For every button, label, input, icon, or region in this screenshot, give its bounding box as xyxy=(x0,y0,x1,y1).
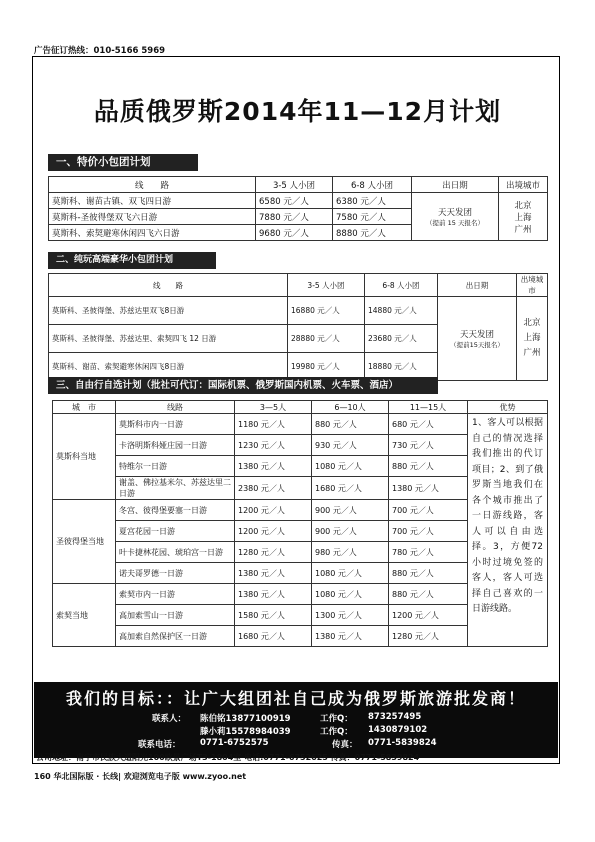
price-cell: 780 元／人 xyxy=(389,542,468,563)
route-cell: 莫斯科-圣彼得堡双飞六日游 xyxy=(49,209,256,225)
price-cell: 1200 元／人 xyxy=(235,500,312,521)
price-cell: 900 元／人 xyxy=(312,521,389,542)
col-city: 出境城市 xyxy=(499,177,548,193)
col-route: 线路 xyxy=(116,401,235,414)
route-cell: 谢盖、佛拉基米尔、苏兹达里二日游 xyxy=(116,477,235,500)
route-cell: 莫斯科、谢苗古镇、双飞四日游 xyxy=(49,193,256,209)
route-cell: 高加索自然保护区一日游 xyxy=(116,626,235,647)
departure-date-cell xyxy=(438,297,517,381)
departure-note: （提前15天报名） xyxy=(450,341,504,349)
col-city: 城 市 xyxy=(53,401,116,414)
price-cell: 14880 元／人 xyxy=(365,297,438,325)
col-date: 出日期 xyxy=(438,274,517,297)
price-cell: 6380 元／人 xyxy=(333,193,412,209)
col-11-15: 11—15人 xyxy=(389,401,468,414)
contact-label: 联系人： xyxy=(152,714,187,724)
company-address: 公司地址：南宁市民族大道阳光100欧景广场T3-1804室 电话:0771-6752625 传真：0771-5839824 xyxy=(36,753,420,762)
price-cell: 1230 元／人 xyxy=(235,435,312,456)
price-cell: 700 元／人 xyxy=(389,500,468,521)
city-guangzhou: 广州 xyxy=(523,348,541,358)
route-cell: 诺夫哥罗德一日游 xyxy=(116,563,235,584)
route-cell: 莫斯科、圣彼得堡、苏兹达里、索契四飞 12 日游 xyxy=(49,325,288,353)
city-shanghai: 上海 xyxy=(514,212,532,223)
price-cell: 1080 元／人 xyxy=(312,563,389,584)
price-cell: 1080 元／人 xyxy=(312,584,389,605)
price-cell: 1280 元／人 xyxy=(389,626,468,647)
price-cell: 1180 元／人 xyxy=(235,414,312,435)
advantages-cell: 1、客人可以根据自己的情况选择我们推出的代订项目；2、到了俄罗斯当地我们在各个城市推出了一日游线路，客人可以自由选择。3，方便72小时过境免签的客人，客人可选择自己喜欢的一日游线路。 xyxy=(468,414,548,647)
contact-person-1: 陈伯铭13877100919 xyxy=(200,714,291,724)
col-6-10: 6—10人 xyxy=(312,401,389,414)
price-cell: 1200 元／人 xyxy=(235,521,312,542)
price-cell: 7580 元／人 xyxy=(333,209,412,225)
price-cell: 1380 元／人 xyxy=(389,477,468,500)
price-cell: 2380 元／人 xyxy=(235,477,312,500)
route-cell: 莫斯科市内一日游 xyxy=(116,414,235,435)
city-guangzhou: 广州 xyxy=(514,224,532,235)
slogan: 我们的目标：：让广大组团社自己成为俄罗斯旅游批发商！ xyxy=(65,689,526,708)
col-mid-group: 6-8 人小团 xyxy=(333,177,412,193)
qq-label-2: 工作Q： xyxy=(320,727,353,737)
price-cell: 8880 元／人 xyxy=(333,225,412,241)
route-cell: 莫斯科、谢苗、索契避寒休闲四飞8日游 xyxy=(49,353,288,381)
route-cell: 夏宫花园一日游 xyxy=(116,521,235,542)
col-mid-group: 6-8 人小团 xyxy=(365,274,438,297)
price-cell: 880 元／人 xyxy=(389,584,468,605)
price-cell: 930 元／人 xyxy=(312,435,389,456)
col-small-group: 3-5 人小团 xyxy=(256,177,333,193)
qq-label-1: 工作Q： xyxy=(320,714,353,724)
departure-date: 天天发团 xyxy=(437,208,472,218)
price-cell: 1280 元／人 xyxy=(235,542,312,563)
price-cell: 1580 元／人 xyxy=(235,605,312,626)
departure-note: （提前 15 天报名） xyxy=(426,219,484,227)
price-cell: 16880 元／人 xyxy=(288,297,365,325)
city-shanghai: 上海 xyxy=(523,333,541,343)
route-cell: 索契市内一日游 xyxy=(116,584,235,605)
city-cell: 索契当地 xyxy=(53,584,116,647)
price-cell: 6580 元／人 xyxy=(256,193,333,209)
price-cell: 880 元／人 xyxy=(389,563,468,584)
price-cell: 23680 元／人 xyxy=(365,325,438,353)
route-cell: 高加索雪山一日游 xyxy=(116,605,235,626)
city-beijing: 北京 xyxy=(523,318,541,328)
price-cell: 1380 元／人 xyxy=(235,584,312,605)
section1-table xyxy=(48,176,548,241)
price-cell: 900 元／人 xyxy=(312,500,389,521)
col-advantage: 优势 xyxy=(468,401,548,414)
route-cell: 冬宫、彼得堡要塞一日游 xyxy=(116,500,235,521)
col-3-5: 3—5人 xyxy=(235,401,312,414)
price-cell: 730 元／人 xyxy=(389,435,468,456)
section2-table xyxy=(48,273,548,381)
price-cell: 9680 元／人 xyxy=(256,225,333,241)
page-footer: 160 华北国际版 · 长线| 欢迎浏览电子版 www.zyoo.net xyxy=(34,772,247,781)
city-beijing: 北京 xyxy=(514,200,532,211)
table-row xyxy=(49,193,548,209)
price-cell: 1380 元／人 xyxy=(235,456,312,477)
ad-hotline: 广告征订热线：010-5166 5969 xyxy=(34,46,166,56)
price-cell: 7880 元／人 xyxy=(256,209,333,225)
price-cell: 28880 元／人 xyxy=(288,325,365,353)
price-cell: 18880 元／人 xyxy=(365,353,438,381)
route-cell: 叶卡捷林花园、琥珀宫一日游 xyxy=(116,542,235,563)
price-cell: 1380 元／人 xyxy=(312,626,389,647)
tel-number: 0771-6752575 xyxy=(200,738,269,748)
price-cell: 1680 元／人 xyxy=(235,626,312,647)
price-cell: 980 元／人 xyxy=(312,542,389,563)
route-cell: 特维尔一日游 xyxy=(116,456,235,477)
departure-date: 天天发团 xyxy=(459,330,494,340)
city-cell: 莫斯科当地 xyxy=(53,414,116,500)
price-cell: 1200 元／人 xyxy=(389,605,468,626)
price-cell: 880 元／人 xyxy=(312,414,389,435)
departure-date-cell xyxy=(412,193,499,241)
col-route: 线 路 xyxy=(49,274,288,297)
contact-banner xyxy=(34,682,558,758)
price-cell: 1380 元／人 xyxy=(235,563,312,584)
city-cell: 圣彼得堡当地 xyxy=(53,500,116,584)
col-date: 出日期 xyxy=(412,177,499,193)
route-cell: 莫斯科、圣彼得堡、苏兹达里双飞8日游 xyxy=(49,297,288,325)
contact-person-2: 滕小莉15578984039 xyxy=(200,727,291,737)
price-cell: 1080 元／人 xyxy=(312,456,389,477)
col-city: 出境城市 xyxy=(517,274,548,297)
price-cell: 1300 元／人 xyxy=(312,605,389,626)
section3-table xyxy=(52,400,548,647)
col-small-group: 3-5 人小团 xyxy=(288,274,365,297)
table-row xyxy=(53,414,548,435)
col-route: 线 路 xyxy=(49,177,256,193)
section1-heading: 一、特价小包团计划 xyxy=(48,154,198,171)
table-row xyxy=(49,297,548,325)
page-title: 品质俄罗斯2014年11—12月计划 xyxy=(93,97,502,126)
section2-heading: 二、纯玩高端豪华小包团计划 xyxy=(48,252,216,269)
price-cell: 1680 元／人 xyxy=(312,477,389,500)
price-cell: 700 元／人 xyxy=(389,521,468,542)
route-cell: 卡洛明斯科娅庄园一日游 xyxy=(116,435,235,456)
price-cell: 19980 元／人 xyxy=(288,353,365,381)
qq-2: 1430879102 xyxy=(368,725,428,735)
route-cell: 莫斯科、索契避寒休闲四飞六日游 xyxy=(49,225,256,241)
price-cell: 880 元／人 xyxy=(389,456,468,477)
exit-city-cell xyxy=(517,297,548,381)
exit-city-cell xyxy=(499,193,548,241)
fax-label: 传真： xyxy=(332,740,358,750)
fax-number: 0771-5839824 xyxy=(368,738,437,748)
tel-label: 联系电话： xyxy=(138,740,181,750)
qq-1: 873257495 xyxy=(368,712,422,722)
price-cell: 680 元／人 xyxy=(389,414,468,435)
section3-heading: 三、自由行自选计划（批社可代订：国际机票、俄罗斯国内机票、火车票、酒店） xyxy=(48,377,438,394)
